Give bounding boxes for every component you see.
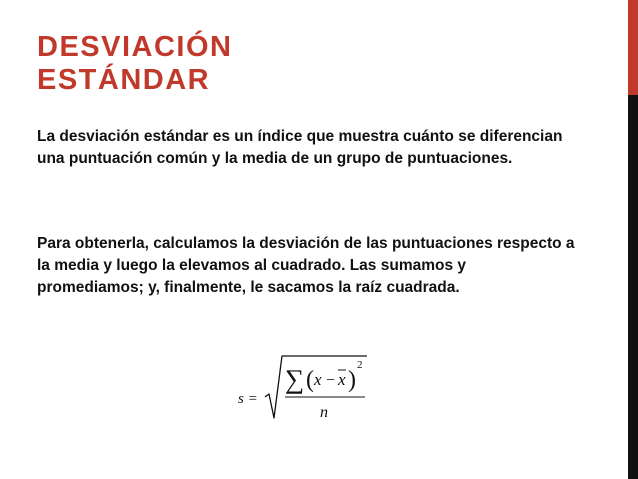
side-bar-accent: [628, 0, 638, 95]
paragraph-definition: La desviación estándar es un índice que muestra cuánto se diferencian una puntuación común y la media de un grupo de puntuaciones.: [37, 128, 563, 167]
formula-denominator: n: [320, 404, 328, 421]
formula-open-paren: (: [306, 367, 314, 393]
paragraph-procedure: Para obtenerla, calculamos la desviación de las puntuaciones respecto a la media y luego la elevamos al cuadrado. Las sumamos y promediamos; y, finalmente, le sacamos la raíz cuadrada.: [37, 235, 575, 296]
title-line-1: DESVIACIÓN: [37, 31, 233, 63]
formula-x: x: [314, 370, 322, 389]
formula-lhs: s =: [238, 391, 258, 407]
formula-close-paren: ): [348, 367, 356, 393]
title-line-2: ESTÁNDAR: [37, 64, 211, 96]
side-bar: [628, 0, 638, 479]
standard-deviation-formula: [232, 352, 372, 428]
formula-minus: −: [326, 372, 336, 389]
slide-title: [37, 31, 232, 97]
formula-sum: ∑: [285, 364, 305, 394]
formula-xbar: x: [338, 370, 346, 389]
formula-exponent: 2: [357, 359, 363, 371]
